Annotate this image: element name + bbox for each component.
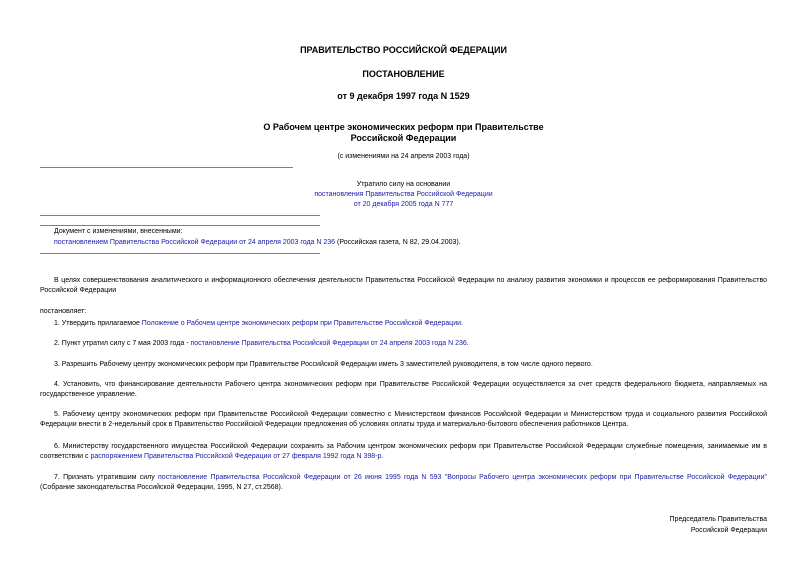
document-title-line2: Российской Федерации: [350, 133, 457, 143]
signature: [670, 514, 767, 536]
document-title: [0, 122, 807, 144]
signature-title: Председатель Правительства: [669, 516, 767, 523]
changes-line: [54, 238, 461, 248]
paragraph-3: 3. Разрешить Рабочему центру экономических реформ при Правительстве Российской Федерации иметь 3 заместителей руководителя, в том числе одного первого.: [54, 361, 593, 368]
paragraph-2: [54, 339, 469, 349]
document-type: ПОСТАНОВЛЕНИЕ: [362, 69, 445, 79]
paragraph-6-text: 6. Министерству государственного имущества Российской Федерации сохранить за Рабочим центром экономических реформ при Правительстве Российской Федерации служебные помещения, занимаемые им в соответствии с: [40, 443, 767, 460]
paragraph-1-end: .: [461, 320, 463, 327]
paragraph-7-text: 7. Признать утратившим силу: [54, 474, 159, 481]
paragraph-7-end: (Собрание законодательства Российской Федерации, 1995, N 27, ст.2568).: [40, 484, 283, 491]
paragraph-5: 5. Рабочему центру экономических реформ при Правительстве Российской Федерации совместно с Министерством финансов Российской Федерации и Министерством труда и социального развития Российской Федерации внести в 2-недельный срок в Правительство Российской Федерации предложения об условиях оплаты труда и материально-бытового обеспечения работников Центра.: [40, 411, 767, 428]
invalidation-link[interactable]: постановления Правительства Российской Федерации: [314, 191, 493, 198]
document-date-number: от 9 декабря 1997 года N 1529: [337, 91, 470, 101]
amendments-note: (с изменениями на 24 апреля 2003 года): [337, 153, 470, 160]
invalidation-text: Утратило силу на основании: [356, 181, 451, 188]
paragraph-6: [40, 442, 767, 462]
paragraph-7: [40, 473, 767, 493]
resolution-593-link[interactable]: постановление Правительства Российской Федерации от 26 июня 1995 года N 593 "Вопросы Рабочего центра экономических реформ при Правительстве Российской Федерации": [158, 474, 767, 481]
order-398-link[interactable]: распоряжением Правительства Российской Федерации от 27 февраля 1992 года N 398-р: [90, 453, 382, 460]
regulation-link[interactable]: Положение о Рабочем центре экономических реформ при Правительстве Российской Федерации: [141, 320, 462, 327]
resolution-236-link[interactable]: постановление Правительства Российской Федерации от 24 апреля 2003 года N 236: [190, 340, 467, 347]
divider: [40, 167, 293, 168]
divider: [40, 215, 320, 216]
government-name: ПРАВИТЕЛЬСТВО РОССИЙСКОЙ ФЕДЕРАЦИИ: [300, 45, 507, 55]
paragraph-1-text: 1. Утвердить прилагаемое: [54, 320, 142, 327]
invalidation-block: [0, 180, 807, 210]
changes-link[interactable]: постановлением Правительства Российской Федерации от 24 апреля 2003 года N 236: [54, 239, 336, 246]
preamble: В целях совершенствования аналитического и информационного обеспечения деятельности Правительства Российской Федерации по анализу развития экономики и процессов ее реформирования Правительство Российской Федерации: [40, 277, 767, 294]
document-title-line1: О Рабочем центре экономических реформ при Правительстве: [263, 122, 544, 132]
paragraph-2-end: .: [466, 340, 469, 347]
changes-tail: (Российская газета, N 82, 29.04.2003).: [335, 239, 461, 246]
resolves: постановляет:: [40, 308, 87, 315]
paragraph-4: 4. Установить, что финансирование деятельности Рабочего центра экономических реформ при Правительстве Российской Федерации осуществляется за счет средств федерального бюджета, направляемых на государственное управление.: [40, 381, 767, 398]
paragraph-2-text: 2. Пункт утратил силу с 7 мая 2003 года -: [54, 340, 191, 347]
changes-intro: Документ с изменениями, внесенными:: [54, 228, 183, 235]
invalidation-link-date[interactable]: от 20 декабря 2005 года N 777: [353, 201, 454, 208]
divider: [40, 225, 320, 226]
paragraph-1: [54, 319, 463, 329]
signature-org: Российской Федерации: [690, 527, 767, 534]
paragraph-6-end: .: [381, 453, 384, 460]
divider: [40, 253, 320, 254]
